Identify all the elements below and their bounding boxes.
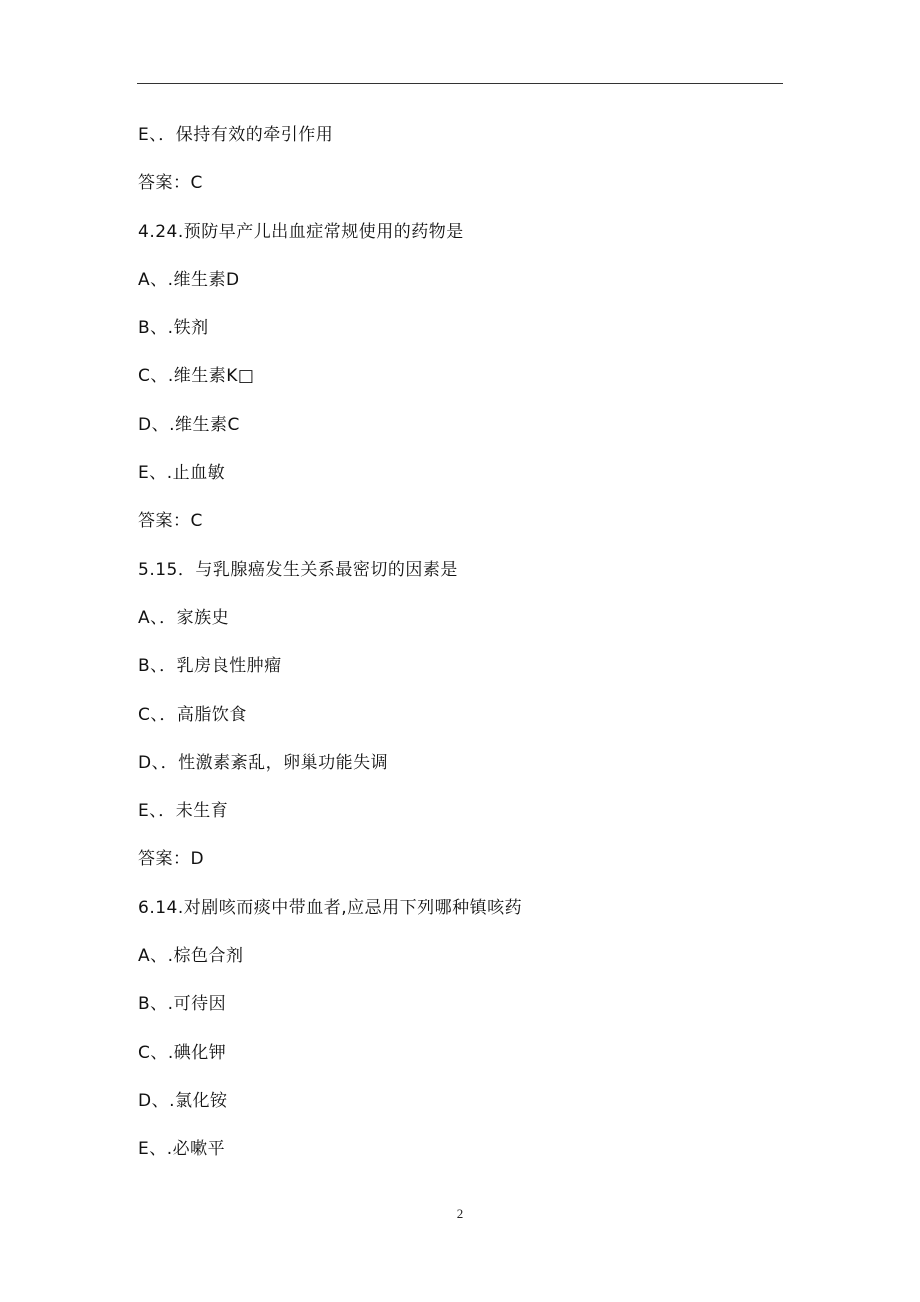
q4-option-d: D、.维生素C	[138, 414, 240, 435]
q4-option-a: A、.维生素D	[138, 269, 240, 290]
page-number: 2	[456, 1206, 464, 1221]
header-rule	[137, 83, 783, 84]
q6-option-c: C、.碘化钾	[138, 1042, 227, 1063]
q6-option-e: E、.必嗽平	[138, 1139, 226, 1160]
q5-option-c: C、．高脂饮食	[138, 704, 247, 725]
answer-prev: 答案：C	[138, 173, 203, 194]
option-e-prev: E、．保持有效的牵引作用	[138, 125, 334, 145]
question-5: 5.15．与乳腺癌发生关系最密切的因素是	[138, 559, 458, 580]
q6-option-a: A、.棕色合剂	[138, 946, 244, 967]
q4-option-c: C、.维生素K□	[138, 366, 255, 387]
q5-option-d: D、．性激素紊乱，卵巢功能失调	[138, 752, 389, 773]
q6-option-b: B、.可待因	[138, 994, 227, 1015]
q5-option-e: E、．未生育	[138, 801, 229, 822]
page-content	[138, 120, 788, 1183]
q5-option-a: A、．家族史	[138, 607, 230, 628]
q5-option-b: B、．乳房良性肿瘤	[138, 656, 282, 677]
q4-option-e: E、.止血敏	[138, 463, 226, 484]
q4-answer: 答案：C	[138, 511, 203, 532]
q4-option-b: B、.铁剂	[138, 318, 209, 339]
q5-answer: 答案：D	[138, 849, 205, 870]
question-6: 6.14.对剧咳而痰中带血者,应忌用下列哪种镇咳药	[138, 897, 523, 918]
q6-option-d: D、.氯化铵	[138, 1090, 228, 1111]
question-4: 4.24.预防早产儿出血症常规使用的药物是	[138, 221, 464, 242]
